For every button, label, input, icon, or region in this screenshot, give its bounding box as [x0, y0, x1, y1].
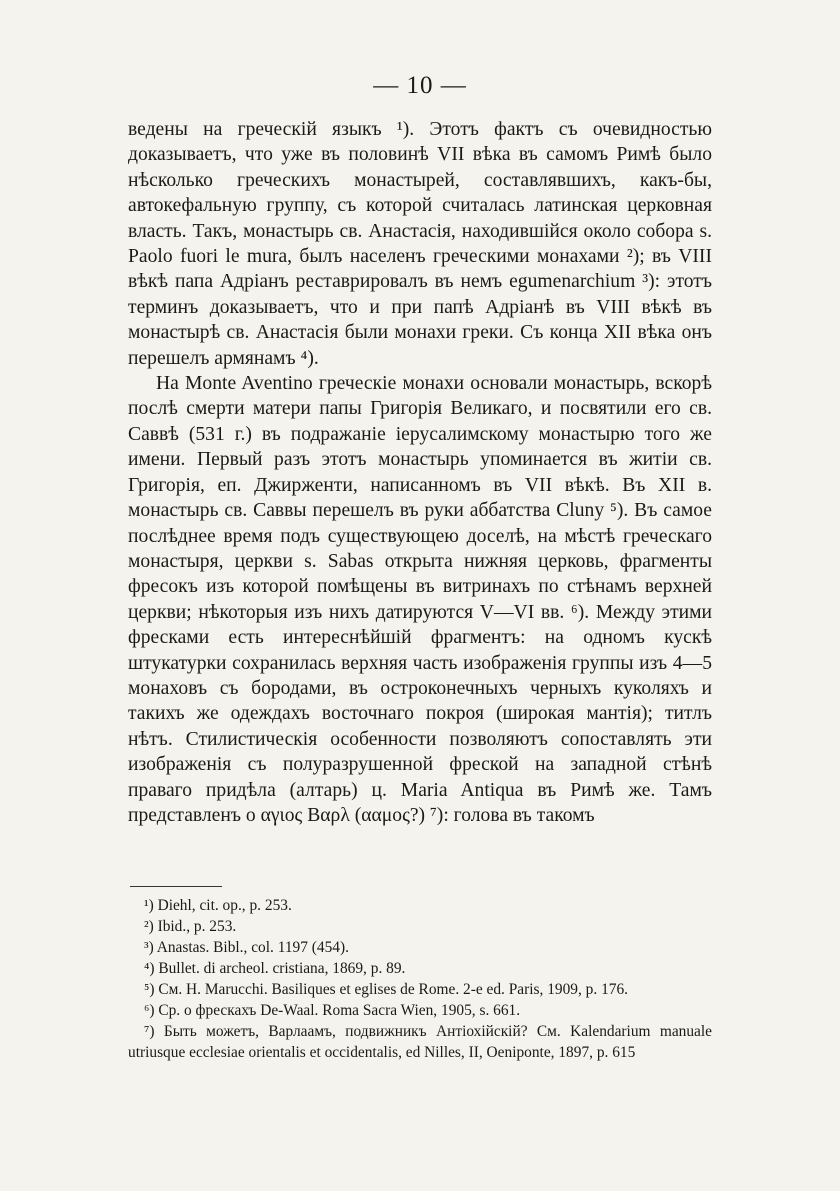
paragraph-1: ведены на греческій языкъ ¹). Этотъ фактъ съ очевидностью доказываетъ, что уже въ половинѣ VII вѣка въ самомъ Римѣ было нѣсколько греческихъ монастырей, составлявшихъ, какъ-бы, автокефальную группу, съ которой считалась латинская церковная власть. Такъ, монастырь св. Анастасія, находившійся около собора s. Paolo fuori le mura, былъ населенъ греческими монахами ²); въ VIII вѣкѣ папа Адріанъ реставрировалъ въ немъ egumenarchium ³): этотъ терминъ доказываетъ, что и при папѣ Адріанѣ въ VIII вѣкѣ въ монастырѣ св. Анастасія были монахи греки. Съ конца XII вѣка онъ перешелъ армянамъ ⁴). — [128, 119, 712, 369]
footnote-5: ⁵) См. H. Marucchi. Basiliques et eglises de Rome. 2-e ed. Paris, 1909, p. 176. — [144, 981, 629, 998]
main-text — [128, 117, 712, 828]
footnote-1: ¹) Diehl, cit. op., p. 253. — [144, 897, 292, 914]
footnote-divider — [130, 886, 222, 887]
footnote-4: ⁴) Bullet. di archeol. cristiana, 1869, p. 89. — [144, 960, 406, 977]
footnote-3: ³) Anastas. Bibl., col. 1197 (454). — [144, 939, 349, 956]
footnotes — [128, 895, 712, 1063]
footnote-6: ⁶) Ср. о фрескахъ De-Waal. Roma Sacra Wien, 1905, s. 661. — [144, 1002, 521, 1019]
paragraph-2: На Monte Aventino греческіе монахи основали монастырь, вскорѣ послѣ смерти матери папы Григорія Великаго, и посвятили его св. Саввѣ (531 г.) въ подражаніе іерусалимскому монастырю того же имени. Первый разъ этотъ монастырь упоминается въ житіи св. Григорія, еп. Джирженти, написанномъ въ VII вѣкѣ. Въ XII в. монастырь св. Саввы перешелъ въ руки аббатства Cluny ⁵). Въ самое послѣднее время подъ существующею доселѣ, на мѣстѣ греческаго монастыря, церкви s. Sabas открыта нижняя церковь, фрагменты фресокъ изъ которой помѣщены въ витринахъ по стѣнамъ верхней церкви; нѣкоторыя изъ нихъ датируются V—VI вв. ⁶). Между этими фресками есть интереснѣйшій фрагментъ: на одномъ кускѣ штукатурки сохранилась верхняя часть изображенія группы изъ 4—5 монаховъ съ бородами, въ остроконечныхъ черныхъ куколяхъ и такихъ же одеждахъ восточнаго покроя (широкая мантія); титлъ нѣтъ. Стилистическія особенности позволяютъ сопоставлять эти изображенія съ полуразрушенной фреской на западной стѣнѣ праваго придѣла (алтарь) ц. Maria Antiqua въ Римѣ же. Тамъ представленъ ο αγιος Βαρλ (ααμος?) ⁷): голова въ такомъ — [128, 373, 712, 826]
page-number: — 10 — — [373, 72, 467, 99]
footnote-7: ⁷) Быть можетъ, Варлаамъ, подвижникъ Антіохійскій? См. Kalendarium manuale utriusque ecclesiae orientalis et occidentalis, ed Nilles, II, Oeniponte, 1897, p. 615 — [128, 1023, 712, 1061]
footnote-2: ²) Ibid., p. 253. — [144, 918, 237, 935]
